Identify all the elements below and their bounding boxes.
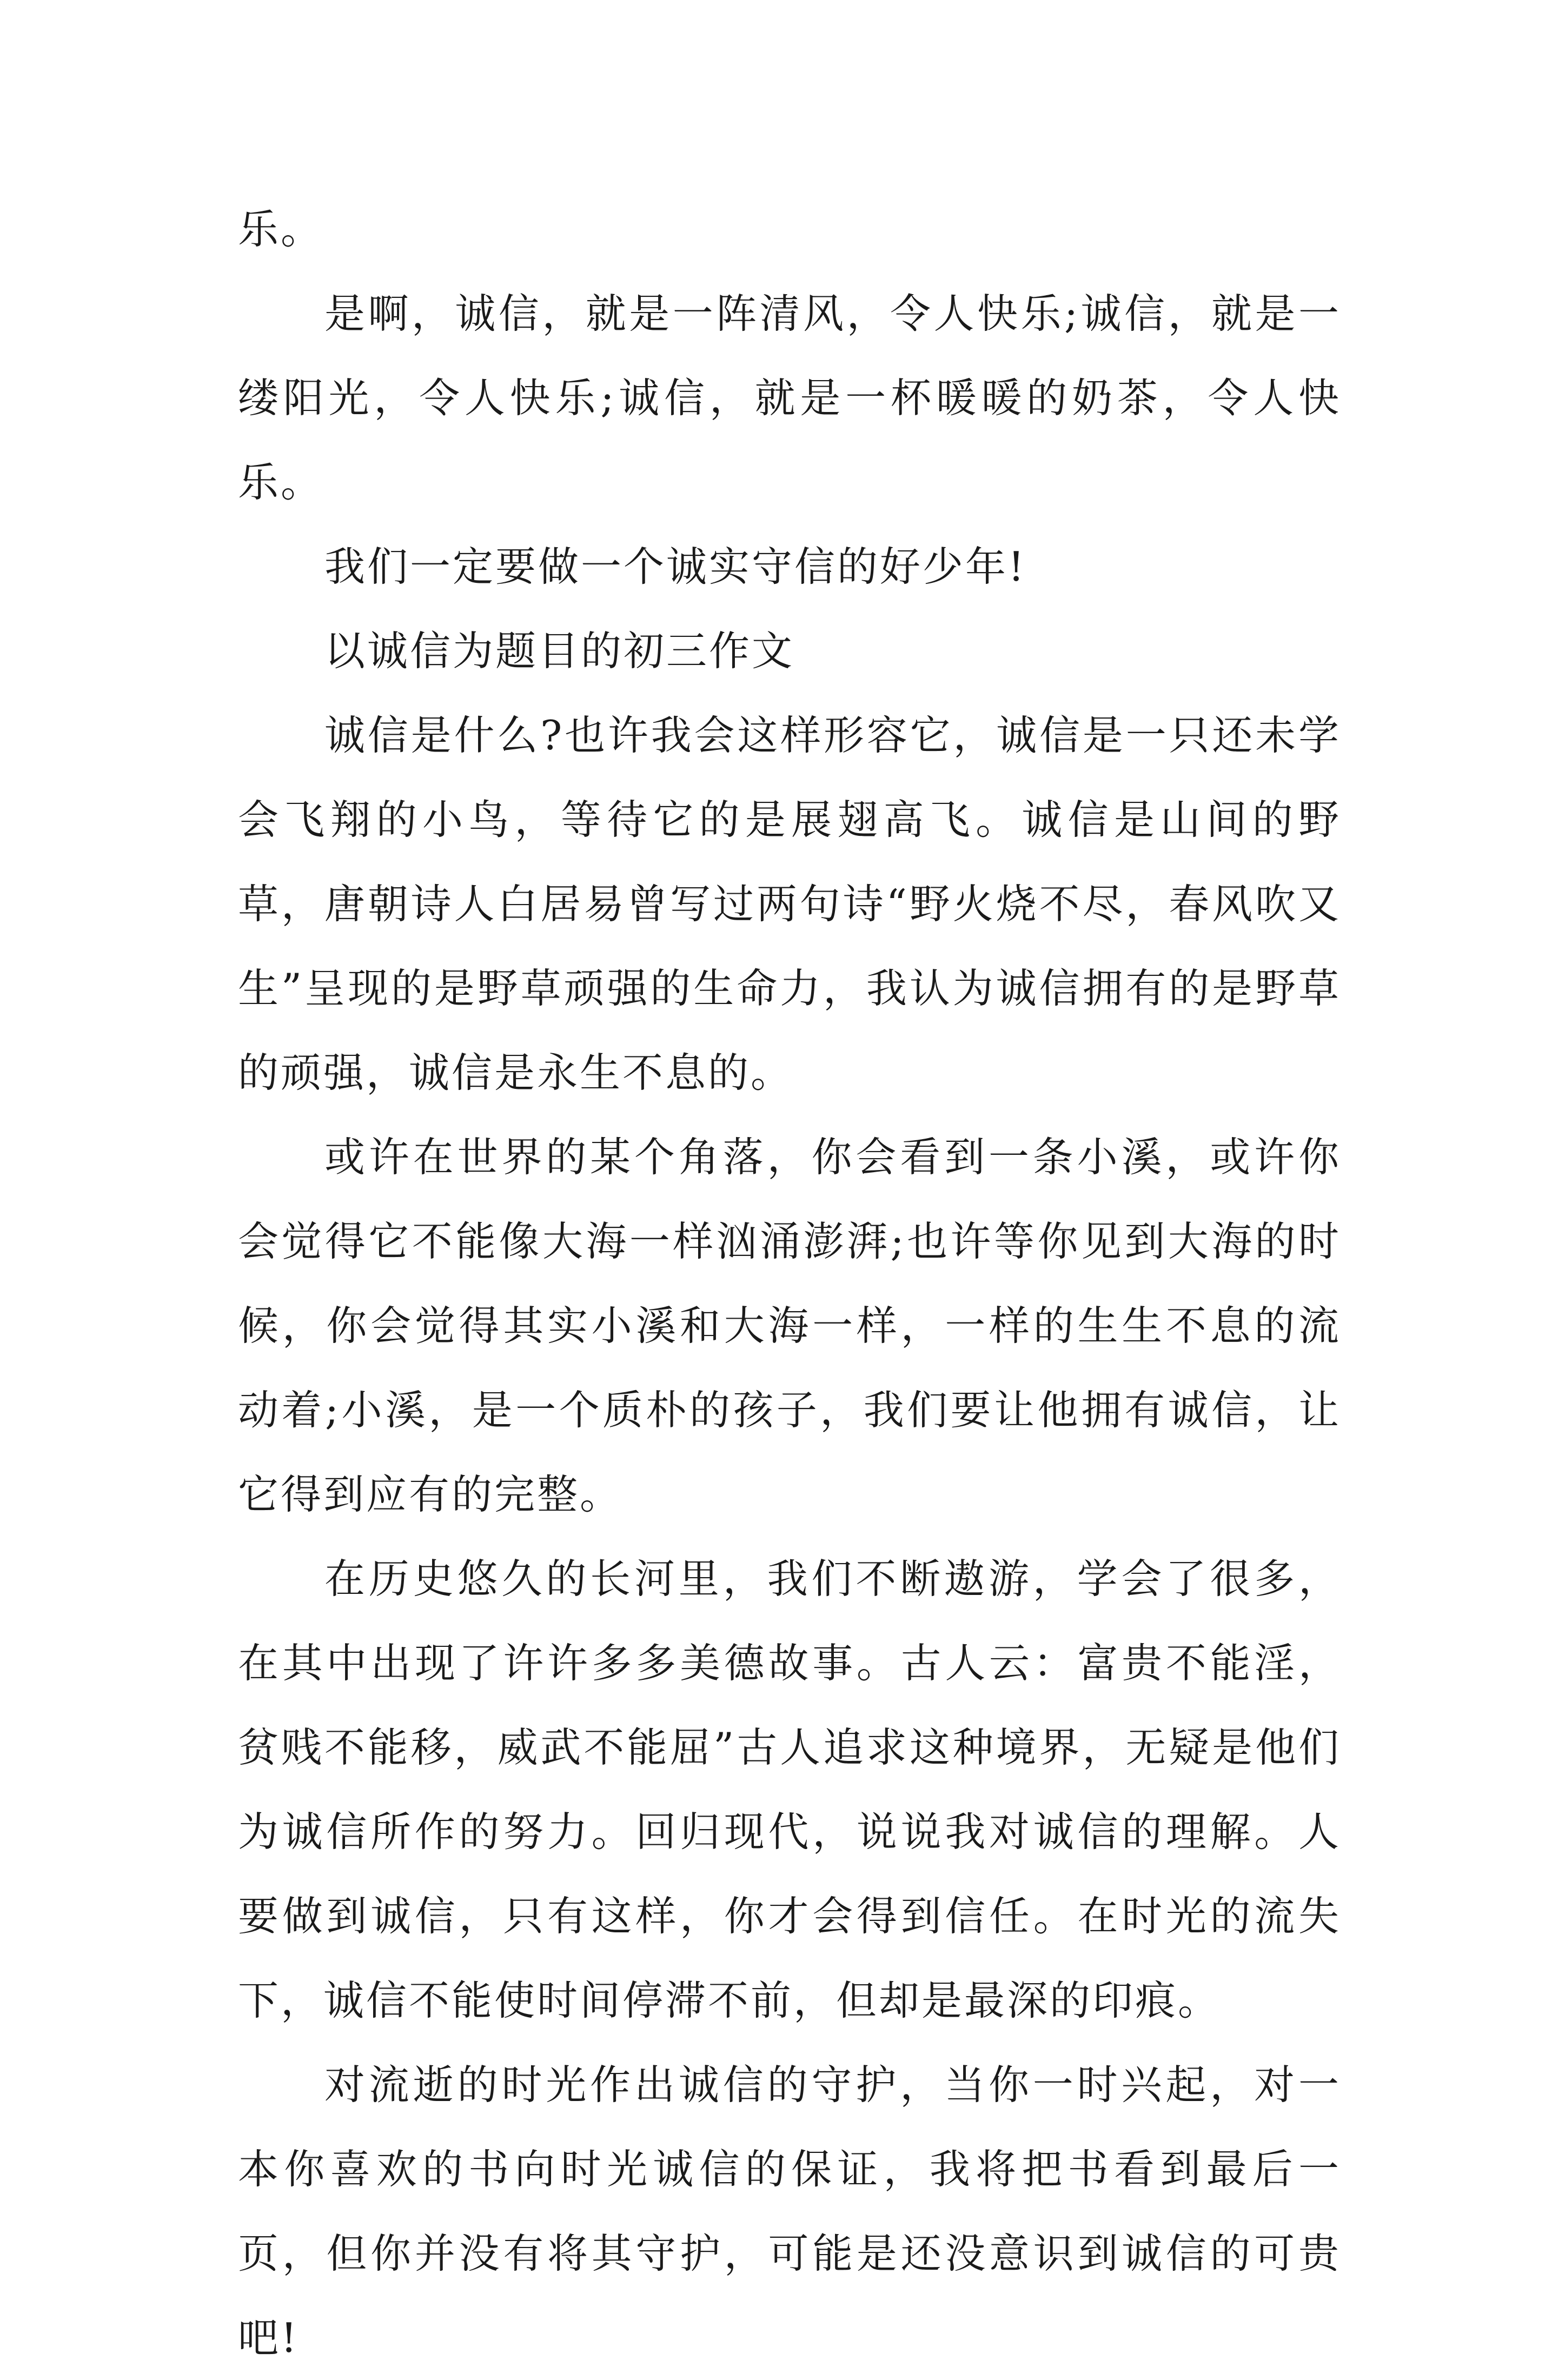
paragraph-8: 对流逝的时光作出诚信的守护，当你一时兴起，对一本你喜欢的书向时光诚信的保证，我将把书看到最后一页，但你并没有将其守护，可能是还没意识到诚信的可贵吧!: [238, 2061, 1341, 2362]
paragraph-6: 或许在世界的某个角落，你会看到一条小溪，或许你会觉得它不能像大海一样汹涌澎湃;也许等你见到大海的时候，你会觉得其实小溪和大海一样，一样的生生不息的流动着;小溪，是一个质朴的孩子，我们要让他拥有诚信，让它得到应有的完整。: [238, 1133, 1341, 1518]
essay-body: [238, 187, 1341, 2380]
essay-title: 以诚信为题目的初三作文: [324, 627, 795, 675]
paragraph-1: 乐。: [238, 205, 324, 253]
paragraph-2: 是啊，诚信，就是一阵清风，令人快乐;诚信，就是一缕阳光，令人快乐;诚信，就是一杯暖暖的奶茶，令人快乐。: [238, 290, 1341, 506]
paragraph-5: 诚信是什么?也许我会这样形容它，诚信是一只还未学会飞翔的小鸟，等待它的是展翅高飞。诚信是山间的野草，唐朝诗人白居易曾写过两句诗“野火烧不尽，春风吹又生”呈现的是野草顽强的生命力，我认为诚信拥有的是野草的顽强，诚信是永生不息的。: [238, 712, 1341, 1096]
paragraph-7: 在历史悠久的长河里，我们不断遨游，学会了很多，在其中出现了许许多多美德故事。古人云：富贵不能淫，贫贱不能移，威武不能屈”古人追求这种境界，无疑是他们为诚信所作的努力。回归现代，说说我对诚信的理解。人要做到诚信，只有这样，你才会得到信任。在时光的流失下，诚信不能使时间停滞不前，但却是最深的印痕。: [238, 1555, 1341, 2024]
paragraph-3: 我们一定要做一个诚实守信的好少年!: [324, 543, 1027, 590]
